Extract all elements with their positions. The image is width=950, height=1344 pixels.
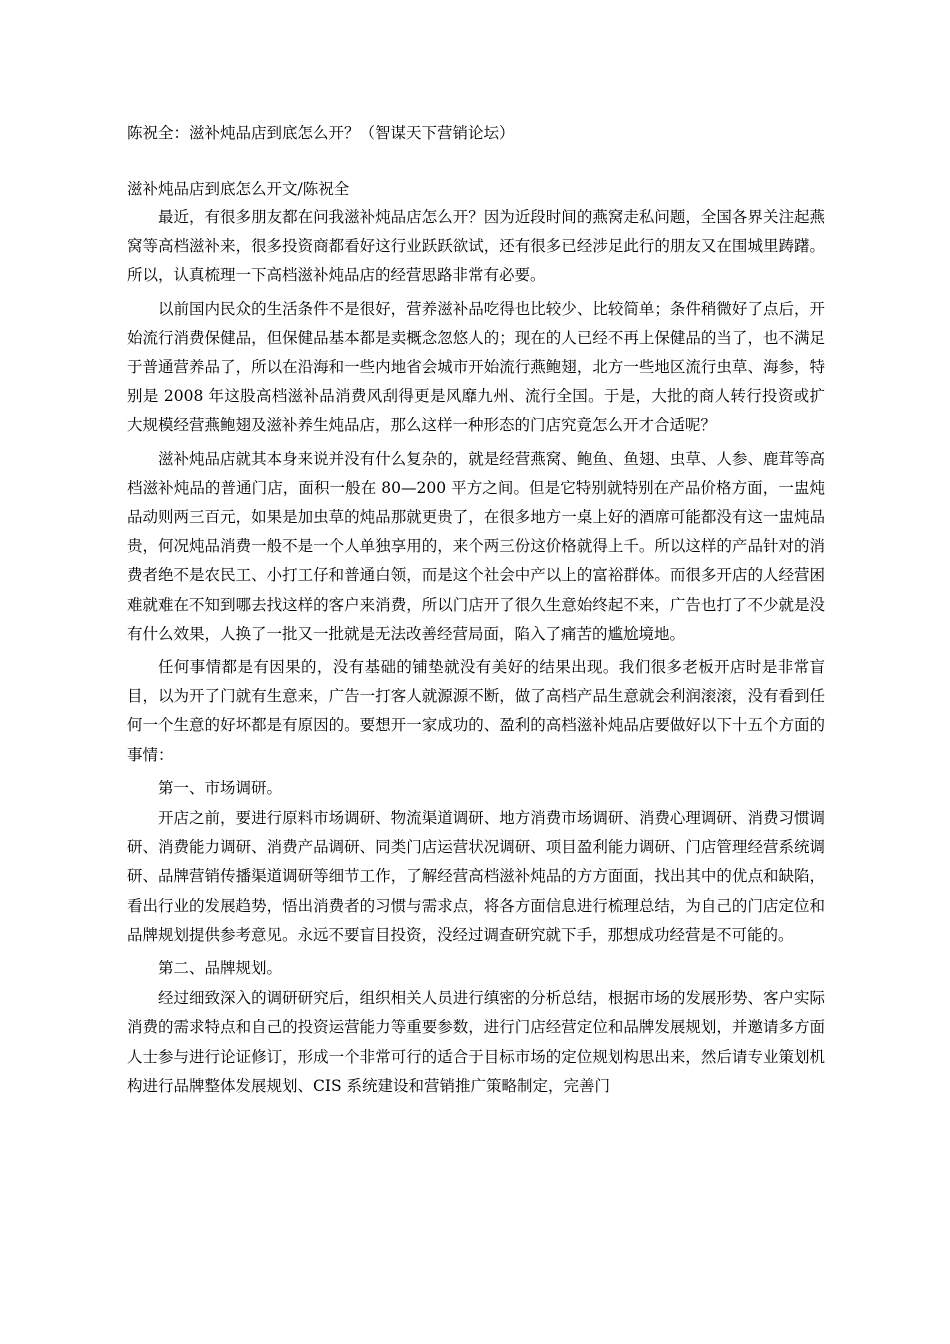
paragraph-market-research: 开店之前，要进行原料市场调研、物流渠道调研、地方消费市场调研、消费心理调研、消费习惯调研、消费能力调研、消费产品调研、同类门店运营状况调研、项目盈利能力调研、门店管理经营系统调研、品牌营销传播渠道调研等细节工作，了解经营高档滋补炖品的方方面面，找出其中的优点和缺陷，看出行业的发展趋势，悟出消费者的习惯与需求点，将各方面信息进行梳理总结，为自己的门店定位和品牌规划提供参考意见。永远不要盲目投资，没经过调查研究就下手，那想成功经营是不可能的。 [127,809,825,944]
document-page [127,122,825,1105]
paragraph-background: 以前国内民众的生活条件不是很好，营养滋补品吃得也比较少、比较简单；条件稍微好了点后，开始流行消费保健品，但保健品基本都是卖概念忽悠人的；现在的人已经不再上保健品的当了，也不满足于普通营养品了，所以在沿海和一些内地省会城市开始流行燕鲍翅，北方一些地区流行虫草、海参，特别是 2008 年这股高档滋补品消费风刮得更是风靡九州、流行全国。于是，大批的商人转行投资或扩大规模经营燕鲍翅及滋补养生炖品店，那么这样一种形态的门店究竟怎么开才合适呢？ [127,299,825,435]
article-body [127,203,825,1101]
document-title: 陈祝全：滋补炖品店到底怎么开？（智谋天下营销论坛） [127,124,515,142]
paragraph-intro: 最近，有很多朋友都在问我滋补炖品店怎么开？因为近段时间的燕窝走私问题，全国各界关注起燕窝等高档滋补来，很多投资商都看好这行业跃跃欲试，还有很多已经涉足此行的朋友又在围城里踌躇。所以，认真梳理一下高档滋补炖品店的经营思路非常有必要。 [127,208,825,285]
paragraph-brand-planning: 经过细致深入的调研研究后，组织相关人员进行缜密的分析总结，根据市场的发展形势、客户实际消费的需求特点和自己的投资运营能力等重要参数，进行门店经营定位和品牌发展规划，并邀请多方面人士参与进行论证修订，形成一个非常可行的适合于目标市场的定位规划构思出来，然后请专业策划机构进行品牌整体发展规划、CIS 系统建设和营销推广策略制定，完善门 [127,989,825,1095]
article-subheading: 滋补炖品店到底怎么开文/陈祝全 [127,180,350,198]
paragraph-causes: 任何事情都是有因果的，没有基础的铺垫就没有美好的结果出现。我们很多老板开店时是非常盲目，以为开了门就有生意来，广告一打客人就源源不断，做了高档产品生意就会利润滚滚，没有看到任何一个生意的好坏都是有原因的。要想开一家成功的、盈利的高档滋补炖品店要做好以下十五个方面的事情： [127,658,825,764]
paragraph-store-description: 滋补炖品店就其本身来说并没有什么复杂的，就是经营燕窝、鲍鱼、鱼翅、虫草、人参、鹿茸等高档滋补炖品的普通门店，面积一般在 80—200 平方之间。但是它特别就特别在产品价格方面，一盅炖品动则两三百元，如果是加虫草的炖品那就更贵了，在很多地方一桌上好的酒席可能都没有这一盅炖品贵，何况炖品消费一般不是一个人单独享用的，来个两三份这价格就得上千。所以这样的产品针对的消费者绝不是农民工、小打工仔和普通白领，而是这个社会中产以上的富裕群体。而很多开店的人经营困难就难在不知到哪去找这样的客户来消费，所以门店开了很久生意始终起不来，广告也打了不少就是没有什么效果，人换了一批又一批就是无法改善经营局面，陷入了痛苦的尴尬境地。 [127,449,825,643]
section-heading-market-research: 第一、市场调研。 [158,778,283,797]
section-heading-brand-planning: 第二、品牌规划。 [158,959,283,978]
